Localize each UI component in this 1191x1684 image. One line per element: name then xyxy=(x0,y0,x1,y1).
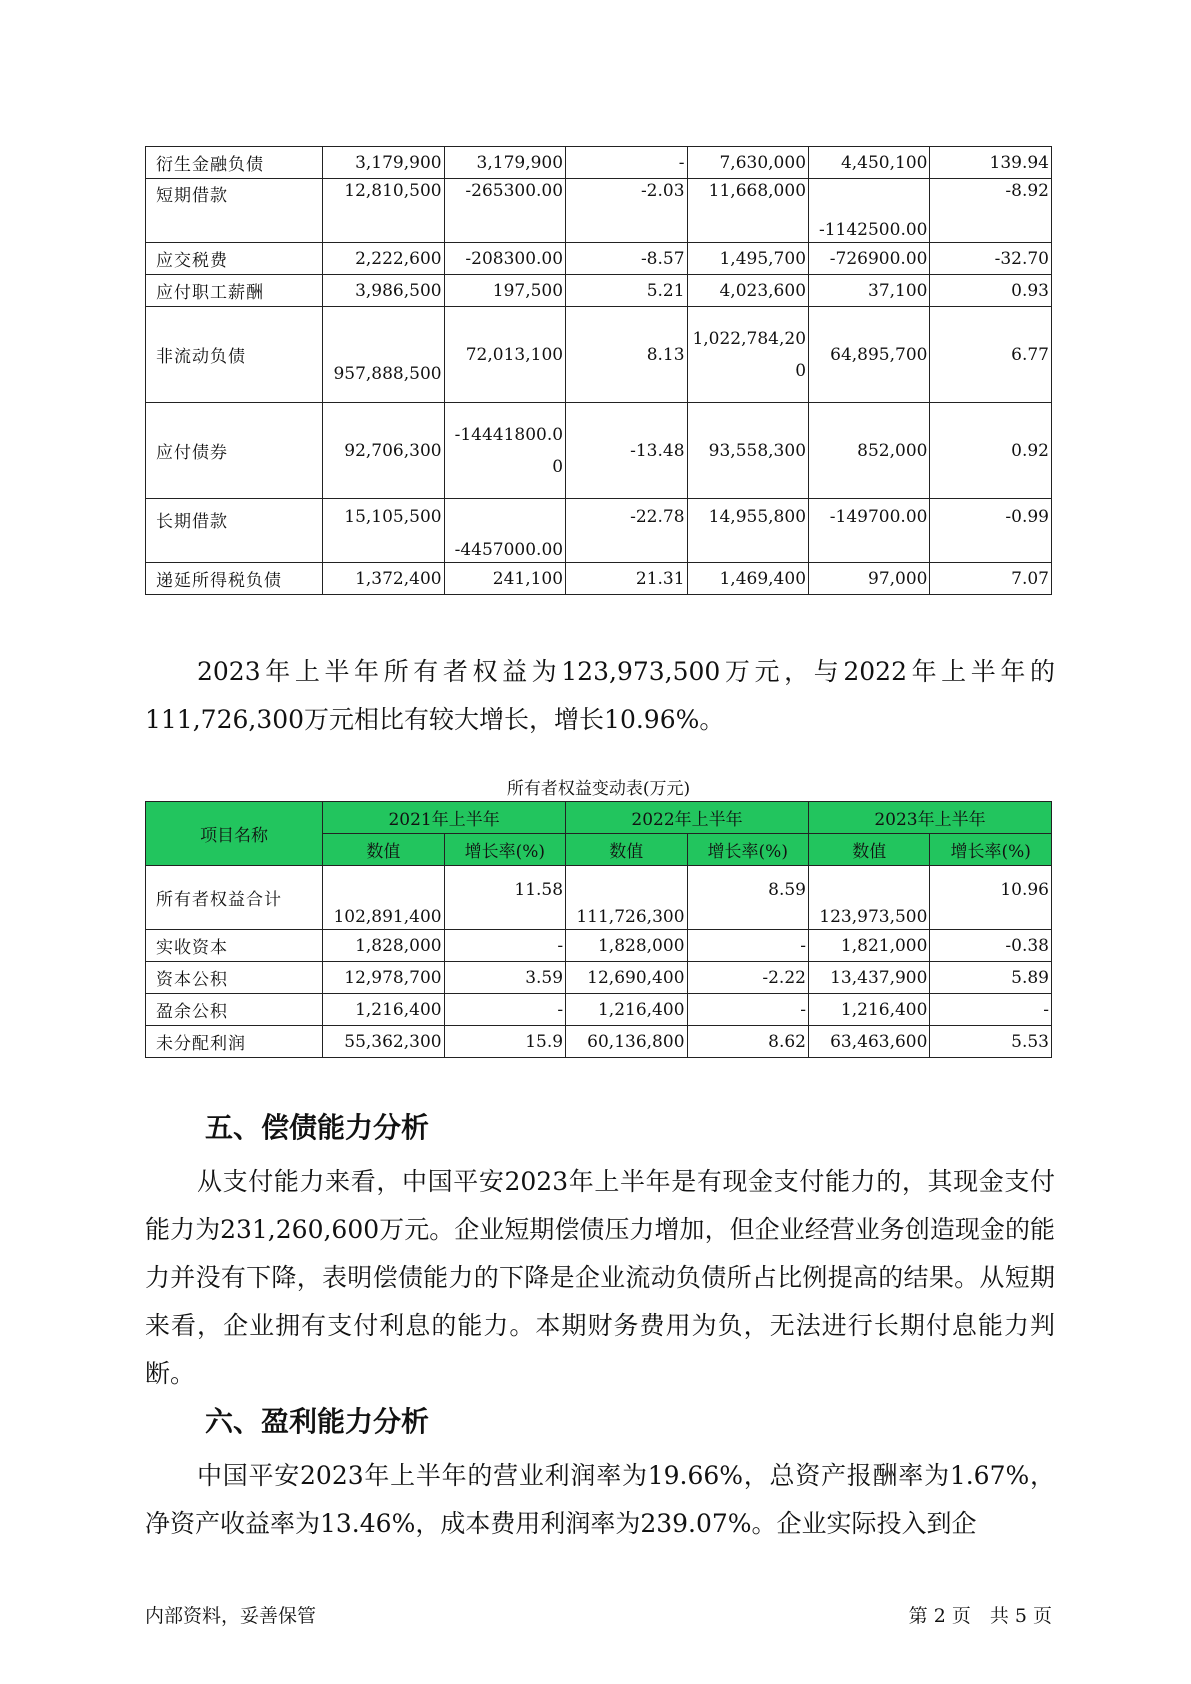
table-row xyxy=(146,563,1052,595)
cell: 3.59 xyxy=(444,962,565,994)
subheader-rate: 增长率(%) xyxy=(687,834,808,866)
cell: 4,023,600 xyxy=(687,275,808,307)
cell: 13,437,900 xyxy=(808,962,929,994)
cell: 123,973,500 xyxy=(808,866,929,930)
cell: 139.94 xyxy=(930,147,1052,179)
cell: -2.22 xyxy=(687,962,808,994)
row-label: 资本公积 xyxy=(146,962,323,994)
cell: - xyxy=(566,147,687,179)
row-label: 未分配利润 xyxy=(146,1026,323,1058)
cell: 37,100 xyxy=(809,275,930,307)
row-label: 应交税费 xyxy=(146,243,323,275)
cell: -1142500.00 xyxy=(809,179,930,243)
footer-page-number: 第 2 页 共 5 页 xyxy=(908,1605,1052,1627)
row-label: 所有者权益合计 xyxy=(146,866,323,930)
cell: 1,216,400 xyxy=(323,994,444,1026)
cell: -13.48 xyxy=(566,403,687,499)
row-label: 盈余公积 xyxy=(146,994,323,1026)
cell: 0.92 xyxy=(930,403,1052,499)
subheader-rate: 增长率(%) xyxy=(444,834,565,866)
header-row xyxy=(146,802,1052,834)
cell: 7,630,000 xyxy=(687,147,808,179)
subheader-rate: 增长率(%) xyxy=(930,834,1052,866)
cell: 241,100 xyxy=(444,563,565,595)
table-row xyxy=(146,1026,1052,1058)
liability-table xyxy=(145,146,1052,595)
cell: 852,000 xyxy=(809,403,930,499)
table-row xyxy=(146,962,1052,994)
cell: 1,022,784,200 xyxy=(687,307,808,403)
cell: 197,500 xyxy=(444,275,565,307)
cell: 60,136,800 xyxy=(566,1026,687,1058)
row-label: 衍生金融负债 xyxy=(146,147,323,179)
cell: 1,216,400 xyxy=(808,994,929,1026)
row-label: 实收资本 xyxy=(146,930,323,962)
header-year: 2022年上半年 xyxy=(566,802,809,834)
cell: -4457000.00 xyxy=(444,499,565,563)
cell: 5.89 xyxy=(930,962,1052,994)
equity-table xyxy=(145,801,1052,1058)
cell: 7.07 xyxy=(930,563,1052,595)
cell: -149700.00 xyxy=(809,499,930,563)
cell: 111,726,300 xyxy=(566,866,687,930)
table-row xyxy=(146,866,1052,930)
cell: 2,222,600 xyxy=(323,243,444,275)
cell: 92,706,300 xyxy=(323,403,444,499)
solvency-paragraph: 从支付能力来看，中国平安2023年上半年是有现金支付能力的，其现金支付能力为231,260,600万元。企业短期偿债压力增加，但企业经营业务创造现金的能力并没有下降，表明偿债能力的下降是企业流动负债所占比例提高的结果。从短期来看，企业拥有支付利息的能力。本期财务费用为负，无法进行长期付息能力判断。 xyxy=(145,1167,1055,1388)
cell: -8.57 xyxy=(566,243,687,275)
cell: 12,978,700 xyxy=(323,962,444,994)
cell: - xyxy=(444,994,565,1026)
cell: 1,216,400 xyxy=(566,994,687,1026)
cell: 1,828,000 xyxy=(323,930,444,962)
cell: -0.38 xyxy=(930,930,1052,962)
cell: 0.93 xyxy=(930,275,1052,307)
cell: 3,179,900 xyxy=(323,147,444,179)
cell: 12,810,500 xyxy=(323,179,444,243)
cell: 8.62 xyxy=(687,1026,808,1058)
cell: 5.53 xyxy=(930,1026,1052,1058)
cell: 1,828,000 xyxy=(566,930,687,962)
row-label: 递延所得税负债 xyxy=(146,563,323,595)
cell: 64,895,700 xyxy=(809,307,930,403)
table-row xyxy=(146,994,1052,1026)
row-label: 短期借款 xyxy=(146,179,323,243)
cell: 957,888,500 xyxy=(323,307,444,403)
table-row xyxy=(146,147,1052,179)
cell: 72,013,100 xyxy=(444,307,565,403)
subheader-value: 数值 xyxy=(808,834,929,866)
cell: - xyxy=(930,994,1052,1026)
cell: 12,690,400 xyxy=(566,962,687,994)
section-heading-profitability: 六、盈利能力分析 xyxy=(205,1405,430,1438)
cell: -22.78 xyxy=(566,499,687,563)
header-year: 2023年上半年 xyxy=(808,802,1051,834)
table-row xyxy=(146,275,1052,307)
cell: 55,362,300 xyxy=(323,1026,444,1058)
cell: 14,955,800 xyxy=(687,499,808,563)
subheader-value: 数值 xyxy=(323,834,444,866)
row-label: 长期借款 xyxy=(146,499,323,563)
cell: -726900.00 xyxy=(809,243,930,275)
cell: 6.77 xyxy=(930,307,1052,403)
row-label: 应付职工薪酬 xyxy=(146,275,323,307)
cell: 93,558,300 xyxy=(687,403,808,499)
cell: 1,469,400 xyxy=(687,563,808,595)
table-row xyxy=(146,179,1052,243)
table-row xyxy=(146,307,1052,403)
cell: -208300.00 xyxy=(444,243,565,275)
section-heading-solvency: 五、偿债能力分析 xyxy=(205,1111,430,1144)
cell: -14441800.00 xyxy=(444,403,565,499)
subheader-value: 数值 xyxy=(566,834,687,866)
cell: -8.92 xyxy=(930,179,1052,243)
header-item-name: 项目名称 xyxy=(146,802,323,866)
cell: 5.21 xyxy=(566,275,687,307)
cell: - xyxy=(687,994,808,1026)
cell: 1,821,000 xyxy=(808,930,929,962)
row-label: 应付债券 xyxy=(146,403,323,499)
cell: 1,372,400 xyxy=(323,563,444,595)
footer-confidential: 内部资料，妥善保管 xyxy=(145,1605,317,1627)
cell: - xyxy=(444,930,565,962)
table-row xyxy=(146,499,1052,563)
cell: 4,450,100 xyxy=(809,147,930,179)
cell: 11.58 xyxy=(444,866,565,930)
cell: 15.9 xyxy=(444,1026,565,1058)
header-year: 2021年上半年 xyxy=(323,802,566,834)
row-label: 非流动负债 xyxy=(146,307,323,403)
cell: -265300.00 xyxy=(444,179,565,243)
cell: -2.03 xyxy=(566,179,687,243)
cell: 10.96 xyxy=(930,866,1052,930)
table-caption: 所有者权益变动表(万元) xyxy=(506,779,691,799)
cell: 21.31 xyxy=(566,563,687,595)
cell: 8.13 xyxy=(566,307,687,403)
profitability-paragraph: 中国平安2023年上半年的营业利润率为19.66%，总资产报酬率为1.67%，净资产收益率为13.46%，成本费用利润率为239.07%。企业实际投入到企 xyxy=(145,1461,1055,1538)
equity-paragraph: 2023年上半年所有者权益为123,973,500万元，与2022年上半年的111,726,300万元相比有较大增长，增长10.96%。 xyxy=(145,657,1055,734)
cell: 15,105,500 xyxy=(323,499,444,563)
table-row xyxy=(146,930,1052,962)
cell: -32.70 xyxy=(930,243,1052,275)
cell: 8.59 xyxy=(687,866,808,930)
table-row xyxy=(146,243,1052,275)
cell: 97,000 xyxy=(809,563,930,595)
table-row xyxy=(146,403,1052,499)
cell: -0.99 xyxy=(930,499,1052,563)
cell: 11,668,000 xyxy=(687,179,808,243)
cell: 3,179,900 xyxy=(444,147,565,179)
cell: 63,463,600 xyxy=(808,1026,929,1058)
cell: 1,495,700 xyxy=(687,243,808,275)
cell: 102,891,400 xyxy=(323,866,444,930)
cell: 3,986,500 xyxy=(323,275,444,307)
cell: - xyxy=(687,930,808,962)
